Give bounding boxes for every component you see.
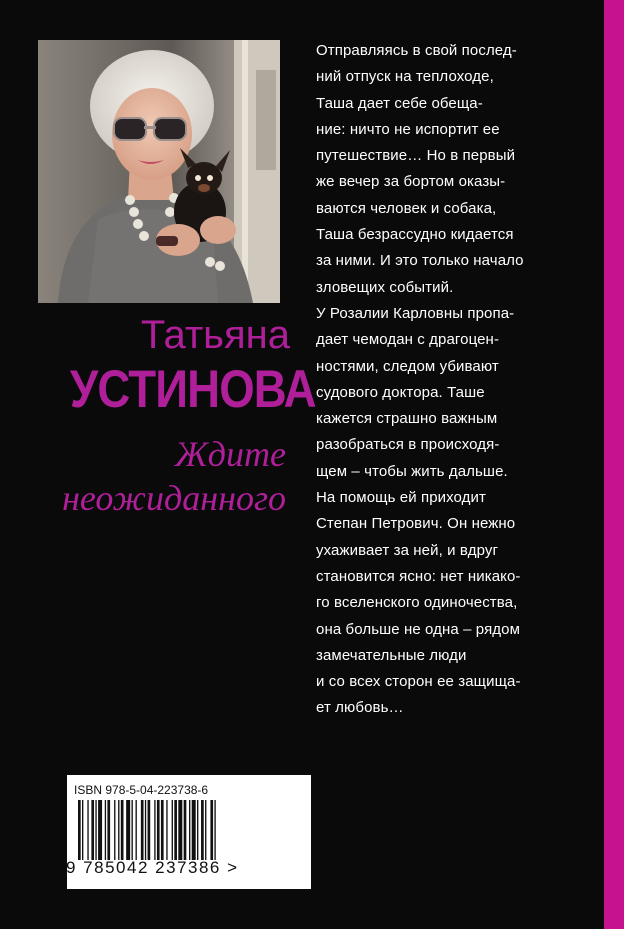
blurb-line: она больше не одна – рядом [316, 620, 521, 638]
blurb-line: На помощь ей приходит [316, 489, 486, 507]
blurb-line: же вечер за бортом оказы- [316, 173, 506, 191]
blurb-line: го вселенского одиночества, [316, 594, 518, 612]
blurb-line: У Розалии Карловны пропа- [316, 304, 515, 322]
blurb-line: кажется страшно важным [316, 410, 498, 428]
magenta-spine-stripe [604, 0, 624, 929]
publisher-name: ЭКСМО [265, 855, 305, 867]
author-portrait-icon [38, 40, 280, 303]
blurb-line: разобраться в происходя- [316, 436, 500, 454]
blurb-line: зловещих событий. [316, 278, 454, 296]
blurb-line: и со всех сторон ее защища- [316, 673, 521, 691]
isbn-number: ISBN 978-5-04-223738-6 [74, 783, 209, 797]
book-title-line-1: Ждите [174, 434, 286, 474]
blurb-line: Отправляясь в свой послед- [316, 42, 517, 59]
blurb-line: ухаживает за ней, и вдруг [316, 541, 499, 559]
author-last-name: УСТИНОВА [69, 360, 316, 419]
author-first-name: Татьяна [140, 313, 290, 357]
blurb-line: дает чемодан с драгоцен- [316, 331, 500, 349]
barcode-digits: 9 785042 237386 > [66, 858, 239, 877]
blurb-line: ваются человек и собака, [316, 199, 497, 217]
author-photo [38, 40, 280, 303]
blurb-line: Таша дает себе обеща- [316, 94, 483, 112]
blurb-line: судового доктора. Таше [316, 383, 485, 401]
blurb-line: ет любовь… [316, 699, 404, 717]
blurb-line: щем – чтобы жить дальше. [316, 462, 508, 480]
blurb-line: ние: ничто не испортит ее [316, 120, 500, 138]
blurb-line: ностями, следом убивают [316, 357, 499, 375]
book-blurb [316, 38, 592, 722]
blurb-line: замечательные люди [316, 646, 467, 664]
blurb-line: за ними. И это только начало [316, 252, 524, 270]
blurb-line: становится ясно: нет никако- [316, 567, 521, 585]
book-title [40, 432, 286, 520]
book-title-line-2: неожиданного [62, 478, 286, 518]
blurb-line: путешествие… Но в первый [316, 147, 516, 165]
blurb-line: Степан Петрович. Он нежно [316, 515, 516, 533]
blurb-line: ний отпуск на теплоходе, [316, 68, 494, 86]
blurb-line: Таша безрассудно кидается [316, 226, 514, 244]
